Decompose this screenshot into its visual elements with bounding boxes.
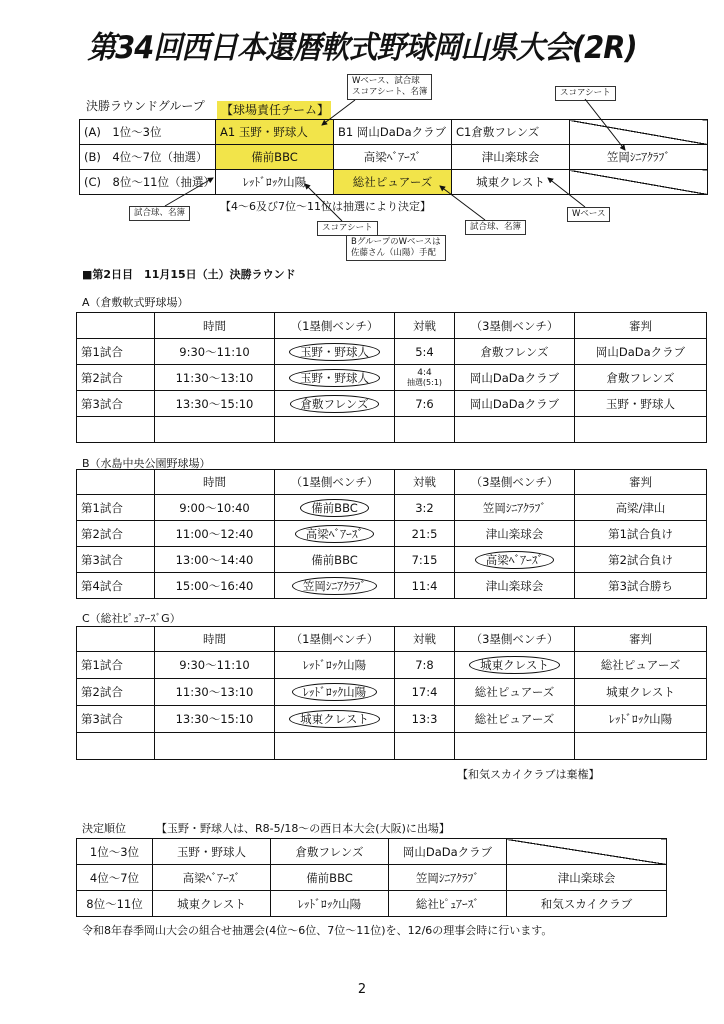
table-row	[77, 706, 707, 733]
time-cell: 11:30～13:10	[155, 365, 275, 391]
empty-row	[77, 417, 707, 443]
winner-circle: 玉野・野球人	[289, 369, 380, 387]
header-row	[77, 470, 707, 495]
header-cell: 審判	[575, 313, 707, 339]
game-cell: 第3試合	[77, 391, 155, 417]
away-cell: 岡山DaDaクラブ	[455, 365, 575, 391]
callout-score-mid: スコアシート	[317, 221, 378, 236]
venue-a-name: A（倉敷軟式野球場）	[82, 296, 189, 309]
home-cell	[275, 679, 395, 706]
table-row	[77, 547, 707, 573]
header-cell: （3塁側ベンチ）	[455, 470, 575, 495]
group-note: 【4～6及び7位～11位は抽選により決定】	[220, 200, 431, 213]
home-cell	[275, 365, 395, 391]
winner-circle: 笠岡ｼﾆｱｸﾗﾌﾞ	[292, 577, 377, 595]
final-label: 決定順位	[82, 822, 126, 835]
time-cell: 11:00～12:40	[155, 521, 275, 547]
home-cell	[275, 521, 395, 547]
header-cell	[77, 627, 155, 652]
winner-circle: 玉野・野球人	[289, 343, 380, 361]
header-cell: 審判	[575, 627, 707, 652]
venue-c-note: 【和気スカイクラブは棄権】	[457, 768, 600, 781]
away-cell: 倉敷フレンズ	[455, 339, 575, 365]
home-cell: ﾚｯﾄﾞﾛｯｸ山陽	[275, 652, 395, 679]
rank-cell: 8位～11位	[77, 891, 153, 917]
away-cell: 津山楽球会	[455, 521, 575, 547]
table-row	[77, 652, 707, 679]
group-label: (B) 4位～7位（抽選）	[80, 145, 216, 170]
header-cell	[77, 313, 155, 339]
score-cell: 3:2	[395, 495, 455, 521]
home-cell: 備前BBC	[275, 547, 395, 573]
team-cell: 備前BBC	[271, 865, 389, 891]
group-heading: 決勝ラウンドグループ	[86, 99, 205, 113]
header-cell: （1塁側ベンチ）	[275, 627, 395, 652]
score-cell: 11:4	[395, 573, 455, 599]
team-cell: 津山楽球会	[507, 865, 667, 891]
group-cell: A1 玉野・野球人	[216, 120, 334, 145]
away-cell	[455, 652, 575, 679]
ump-cell: 玉野・野球人	[575, 391, 707, 417]
score-cell: 13:3	[395, 706, 455, 733]
header-cell: 対戦	[395, 313, 455, 339]
ump-cell: ﾚｯﾄﾞﾛｯｸ山陽	[575, 706, 707, 733]
header-cell: 時間	[155, 470, 275, 495]
game-cell: 第3試合	[77, 547, 155, 573]
team-cell: 岡山DaDaクラブ	[389, 839, 507, 865]
score-cell: 21:5	[395, 521, 455, 547]
final-note: 【玉野・野球人は、R8-5/18～の西日本大会(大阪)に出場】	[156, 822, 450, 835]
time-cell: 9:30～11:10	[155, 652, 275, 679]
group-cell: 津山楽球会	[452, 145, 570, 170]
header-cell: （1塁側ベンチ）	[275, 313, 395, 339]
home-cell	[275, 495, 395, 521]
responsible-label: 【球場責任チーム】	[217, 101, 331, 120]
team-cell: 玉野・野球人	[153, 839, 271, 865]
away-cell: 総社ピュアーズ	[455, 679, 575, 706]
header-cell	[77, 470, 155, 495]
header-cell: 対戦	[395, 627, 455, 652]
empty-diagonal-cell	[507, 839, 667, 865]
team-cell: 和気スカイクラブ	[507, 891, 667, 917]
callout-arrows	[0, 0, 724, 280]
game-cell: 第1試合	[77, 339, 155, 365]
score-value: 4:4	[417, 367, 432, 378]
winner-circle: 倉敷フレンズ	[290, 395, 380, 413]
header-cell: 対戦	[395, 470, 455, 495]
ump-cell: 第2試合負け	[575, 547, 707, 573]
home-cell	[275, 391, 395, 417]
winner-circle: 備前BBC	[300, 499, 369, 517]
header-cell: 時間	[155, 313, 275, 339]
venue-b-table	[76, 469, 707, 599]
callout-bgroup: BグループのWベースは 佐藤さん（山陽）手配	[346, 235, 446, 261]
team-cell: 高梁ﾍﾞｱｰｽﾞ	[153, 865, 271, 891]
callout-wbase-right: Wベース	[567, 207, 610, 222]
header-cell: 時間	[155, 627, 275, 652]
group-label: (A) 1位～3位	[80, 120, 216, 145]
header-row	[77, 313, 707, 339]
header-cell: （3塁側ベンチ）	[455, 627, 575, 652]
winner-circle: 城東クレスト	[289, 710, 380, 728]
table-row	[77, 679, 707, 706]
game-cell: 第2試合	[77, 365, 155, 391]
winner-circle: 城東クレスト	[469, 656, 560, 674]
callout-wbase-top: Wベース、試合球 スコアシート、名簿	[347, 74, 432, 100]
table-row	[77, 521, 707, 547]
time-cell: 9:30～11:10	[155, 339, 275, 365]
group-cell: B1 岡山DaDaクラブ	[334, 120, 452, 145]
score-cell: 7:15	[395, 547, 455, 573]
time-cell: 11:30～13:10	[155, 679, 275, 706]
group-cell: 備前BBC	[216, 145, 334, 170]
ump-cell: 岡山DaDaクラブ	[575, 339, 707, 365]
team-cell: 倉敷フレンズ	[271, 839, 389, 865]
table-row	[77, 495, 707, 521]
away-cell: 津山楽球会	[455, 573, 575, 599]
callout-score-right: スコアシート	[555, 86, 616, 101]
header-row	[77, 627, 707, 652]
game-cell: 第1試合	[77, 652, 155, 679]
header-cell: 審判	[575, 470, 707, 495]
away-cell: 岡山DaDaクラブ	[455, 391, 575, 417]
venue-b-name: B（水島中央公園野球場）	[82, 457, 211, 470]
team-cell: 総社ﾋﾟｭｱｰｽﾞ	[389, 891, 507, 917]
ump-cell: 第3試合勝ち	[575, 573, 707, 599]
winner-circle: 高梁ﾍﾞｱｰｽﾞ	[475, 551, 555, 569]
final-table	[76, 838, 667, 917]
team-cell: 城東クレスト	[153, 891, 271, 917]
group-cell: 高梁ﾍﾞｱｰｽﾞ	[334, 145, 452, 170]
table-row	[77, 839, 667, 865]
team-cell: ﾚｯﾄﾞﾛｯｸ山陽	[271, 891, 389, 917]
venue-c-name: C（総社ﾋﾟｭｱｰｽﾞG）	[82, 612, 181, 625]
group-cell: ﾚｯﾄﾞﾛｯｸ山陽	[216, 170, 334, 195]
winner-circle: 高梁ﾍﾞｱｰｽﾞ	[295, 525, 375, 543]
away-cell: 笠岡ｼﾆｱｸﾗﾌﾞ	[455, 495, 575, 521]
rank-cell: 1位～3位	[77, 839, 153, 865]
time-cell: 13:00～14:40	[155, 547, 275, 573]
group-cell: 城東クレスト	[452, 170, 570, 195]
header-cell: （1塁側ベンチ）	[275, 470, 395, 495]
header-cell: （3塁側ベンチ）	[455, 313, 575, 339]
footer-note: 令和8年春季岡山大会の組合せ抽選会(4位～6位、7位～11位)を、12/6の理事会時に行います。	[82, 924, 553, 937]
table-row	[77, 339, 707, 365]
time-cell: 13:30～15:10	[155, 391, 275, 417]
page-title: 第34回西日本還暦軟式野球岡山県大会(2R)	[87, 30, 637, 66]
day2-heading: ■第2日目 11月15日（土）決勝ラウンド	[82, 268, 296, 281]
game-cell: 第1試合	[77, 495, 155, 521]
callout-shiai-right: 試合球、名簿	[465, 220, 526, 235]
ump-cell: 城東クレスト	[575, 679, 707, 706]
venue-c-table	[76, 626, 707, 760]
group-cell: 総社ピュアーズ	[334, 170, 452, 195]
ump-cell: 高梁/津山	[575, 495, 707, 521]
score-cell: 7:8	[395, 652, 455, 679]
game-cell: 第4試合	[77, 573, 155, 599]
home-cell	[275, 706, 395, 733]
table-row	[77, 573, 707, 599]
callout-shiai-left: 試合球、名簿	[129, 206, 190, 221]
table-row	[77, 891, 667, 917]
score-cell: 17:4	[395, 679, 455, 706]
rank-cell: 4位～7位	[77, 865, 153, 891]
home-cell	[275, 339, 395, 365]
venue-a-table	[76, 312, 707, 443]
game-cell: 第2試合	[77, 679, 155, 706]
table-row	[77, 865, 667, 891]
winner-circle: ﾚｯﾄﾞﾛｯｸ山陽	[292, 683, 377, 701]
time-cell: 13:30～15:10	[155, 706, 275, 733]
group-label: (C) 8位～11位（抽選）	[80, 170, 216, 195]
away-cell: 総社ピュアーズ	[455, 706, 575, 733]
page-number: 2	[357, 982, 367, 997]
lottery-note: 抽選(5:1)	[406, 377, 443, 387]
group-cell: 笠岡ｼﾆｱｸﾗﾌﾞ	[570, 145, 708, 170]
score-cell: 7:6	[395, 391, 455, 417]
ump-cell: 総社ピュアーズ	[575, 652, 707, 679]
table-row	[77, 365, 707, 391]
game-cell: 第3試合	[77, 706, 155, 733]
ump-cell: 倉敷フレンズ	[575, 365, 707, 391]
game-cell: 第2試合	[77, 521, 155, 547]
ump-cell: 第1試合負け	[575, 521, 707, 547]
empty-row	[77, 733, 707, 760]
home-cell	[275, 573, 395, 599]
time-cell: 15:00～16:40	[155, 573, 275, 599]
score-cell	[395, 365, 455, 391]
group-cell: C1倉敷フレンズ	[452, 120, 570, 145]
table-row	[77, 391, 707, 417]
away-cell	[455, 547, 575, 573]
time-cell: 9:00～10:40	[155, 495, 275, 521]
score-cell: 5:4	[395, 339, 455, 365]
team-cell: 笠岡ｼﾆｱｸﾗﾌﾞ	[389, 865, 507, 891]
